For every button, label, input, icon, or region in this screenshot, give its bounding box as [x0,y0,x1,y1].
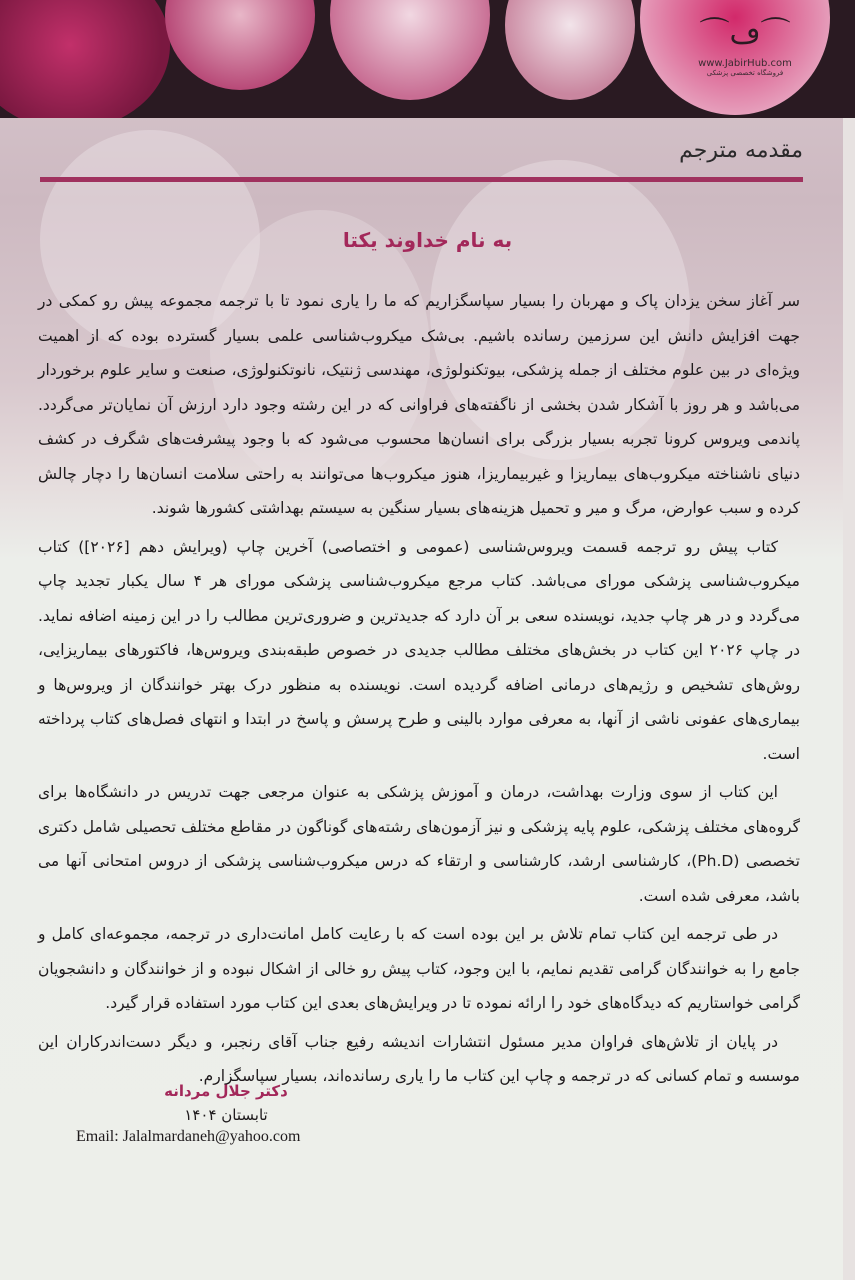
micrograph-circle [165,0,315,90]
page-title: به نام خداوند یکتا [342,228,513,252]
author-email: Email: Jalalmardaneh@yahoo.com [76,1128,301,1145]
section-divider [40,177,803,182]
signature-block [76,1082,336,1146]
micrograph-circle [505,0,635,100]
body-text [38,284,800,1098]
section-header [40,138,803,182]
paragraph: این کتاب از سوی وزارت بهداشت، درمان و آموزش پزشکی به عنوان مرجعی جهت تدریس در دانشگاه‌ها برای گروه‌های مختلف پزشکی، علوم پایه پزشکی و نیز آزمون‌های رشته‌های گوناگون در مقاطع مختلف تحصیلی شامل دکتری تخصصی (Ph.D)، کارشناسی ارشد، کارشناسی و ارتقاء که درس میکروب‌شناسی پزشکی از دروس امتحانی آنها می باشد، معرفی شده است. [38,783,800,905]
paragraph: در پایان از تلاش‌های فراوان مدیر مسئول انتشارات اندیشه رفیع جناب آقای رنجبر، و دیگر دست‌اندرکاران این موسسه و تمام کسانی که در ترجمه و چاپ این کتاب ما را یاری رسانده‌اند، بسیار سپاسگزارم. [38,1032,800,1085]
micrograph-circle [0,0,170,118]
page-edge [843,118,855,1280]
watermark-url: www.JabirHub.com [698,58,792,69]
watermark-subtitle: فروشگاه تخصصی پزشکی [706,69,784,77]
logo-mark-icon: ⌒ڡ⌒ [699,16,791,51]
header-banner-image [0,0,855,118]
paragraph: سر آغاز سخن یزدان پاک و مهربان را بسیار سپاسگزاریم که ما را یاری نمود تا با ترجمه مجموعه پیش رو کمکی در جهت افزایش دانش این سرزمین رسانده باشیم. بی‌شک میکروب‌شناسی علمی بسیار گسترده بوده که از اهمیت ویژه‌ای در بین علوم مختلف از جمله پزشکی، بیوتکنولوژی، مهندسی ژنتیک، نانوتکنولوژی، صنعت و سایر علوم برخوردار می‌باشد و هر روز با آشکار شدن بخشی از ناگفته‌های فراوانی که در این رشته وجود دارد ارزش آن نمایان‌تر می‌گردد. پاندمی ویروس کرونا تجربه بسیار بزرگی برای انسان‌ها محسوب می‌شود که با وجود پیشرفت‌های شگرف در کشف دنیای ناشناخته میکروب‌های بیماریزا و غیربیماریزا، هنوز میکروب‌ها می‌توانند به راحتی سلامت انسان‌ها را دچار چالش کرده و سبب عوارض، مرگ و میر و تحمیل هزینه‌های بسیار سنگین به سیستم بهداشتی کشورها شوند. [38,292,800,517]
section-title: مقدمه مترجم [679,138,803,163]
micrograph-circle [330,0,490,100]
paragraph: کتاب پیش رو ترجمه قسمت ویروس‌شناسی (عمومی و اختصاصی) آخرین چاپ (ویرایش دهم [۲۰۲۶]) کتاب میکروب‌شناسی پزشکی مورای می‌باشد. کتاب مرجع میکروب‌شناسی پزشکی مورای هر ۴ سال یکبار تجدید چاپ می‌گردد و در هر چاپ جدید، نویسنده سعی بر آن دارد که جدیدترین و ضروری‌ترین مطالب را در این زمینه اضافه نماید. در چاپ ۲۰۲۶ این کتاب در بخش‌های مختلف مطالب جدیدی در خصوص طبقه‌بندی ویروس‌ها، فاکتورهای بیماریزایی، روش‌های تشخیص و رژیم‌های درمانی اضافه گردیده است. نویسنده به منظور درک بهتر خوانندگان از ویروس‌ها و بیماری‌های عفونی ناشی از آنها، به معرفی موارد بالینی و طرح پرسش و پاسخ در ابتدا و انتهای فصل‌های کتاب پرداخته است. [38,537,801,763]
author-name: دکتر جلال مردانه [164,1082,288,1100]
watermark-logo [685,10,805,77]
paragraph: در طی ترجمه این کتاب تمام تلاش بر این بوده است که با رعایت کامل امانت‌داری در ترجمه، مجموعه‌ای کامل و جامع را به خوانندگان گرامی تقدیم نمایم، با این وجود، کتاب پیش رو خالی از اشکال نبوده و از خوانندگان و دانشجویان گرامی خواستاریم که دیدگاه‌های خود را ارائه نموده تا در ویرایش‌های بعدی این کتاب مورد استفاده قرار گیرد. [38,925,800,1012]
signature-date: تابستان ۱۴۰۴ [184,1106,268,1124]
